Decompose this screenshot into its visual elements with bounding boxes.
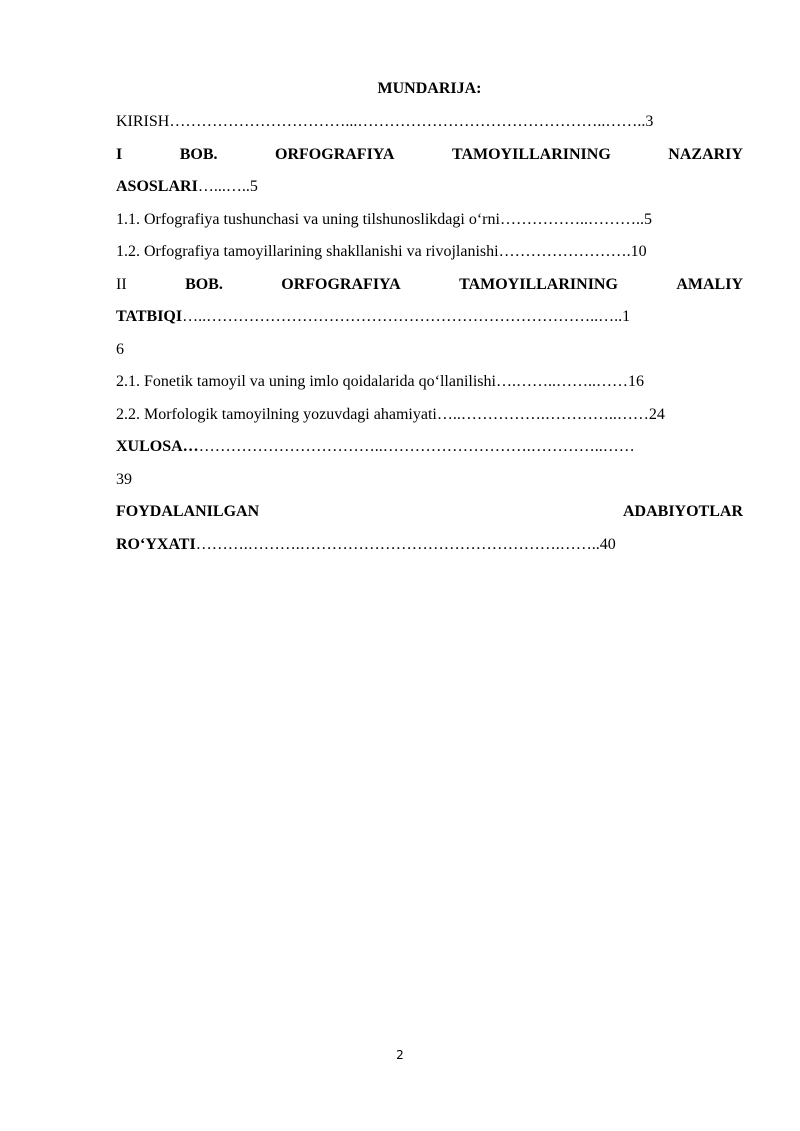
toc-entry-1-2: 1.2. Orfografiya tamoyillarining shakllanishi va rivojlanishi…………………….10 bbox=[116, 243, 647, 260]
toc-entry-bob2-line3: 6 bbox=[116, 340, 124, 358]
toc-word: AMALIY bbox=[676, 275, 743, 293]
toc-word-roman: II bbox=[116, 275, 127, 293]
toc-entry-bob2-line1 bbox=[116, 274, 743, 307]
toc-word: ORFOGRAFIYA bbox=[281, 275, 401, 293]
toc-entry-bob2-title-end: TATBIQI bbox=[116, 308, 183, 325]
toc-entry-bob1-line1 bbox=[116, 144, 743, 177]
toc-entry-foydalanilgan-leader: ……….……….………………………………………….……..40 bbox=[195, 535, 616, 553]
toc-entry-xulosa-page: 39 bbox=[116, 470, 132, 488]
toc-entry-bob1-leader: …...…..5 bbox=[197, 178, 258, 195]
table-of-contents bbox=[116, 78, 743, 566]
toc-word: NAZARIY bbox=[668, 145, 743, 163]
toc-entry-foydalanilgan-title-end: RO‘YXATI bbox=[116, 535, 196, 553]
toc-word: TAMOYILLARINING bbox=[451, 145, 611, 163]
toc-word: TAMOYILLARINING bbox=[459, 275, 618, 293]
toc-word: ORFOGRAFIYA bbox=[275, 145, 395, 163]
toc-entry-foydalanilgan-line2 bbox=[116, 534, 743, 567]
toc-word: BOB. bbox=[179, 145, 218, 163]
toc-entry-xulosa-line1 bbox=[116, 436, 743, 469]
toc-entry-xulosa-title: XULOSA… bbox=[116, 438, 199, 455]
toc-word: I bbox=[116, 145, 123, 163]
page-number: 2 bbox=[396, 1048, 404, 1062]
toc-entry-1-1: 1.1. Orfografiya tushunchasi va uning tilshunoslikdagi o‘rni……………..………..5 bbox=[116, 210, 652, 228]
toc-word: ADABIYOTLAR bbox=[622, 503, 743, 520]
toc-heading: MUNDARIJA: bbox=[377, 80, 482, 97]
toc-word: BOB. bbox=[185, 275, 223, 293]
toc-entry-2-1: 2.1. Fonetik tamoyil va uning imlo qoidalarida qo‘llanilishi….……..……..……16 bbox=[116, 373, 644, 390]
toc-word: FOYDALANILGAN bbox=[116, 503, 260, 520]
toc-entry-kirish: KIRISH……………………………...………………………………………..……..3 bbox=[116, 113, 654, 130]
toc-entry-bob1-title-end: ASOSLARI bbox=[116, 178, 198, 195]
toc-entry-bob2-leader: …..………………………………………………………………..…..1 bbox=[182, 308, 631, 325]
toc-entry-bob2-line2 bbox=[116, 306, 743, 339]
toc-entry-foydalanilgan-line1 bbox=[116, 501, 743, 534]
toc-entry-2-2: 2.2. Morfologik tamoyilning yozuvdagi ahamiyati…..…………….…………..……24 bbox=[116, 405, 665, 423]
toc-entry-bob1-line2 bbox=[116, 176, 743, 209]
toc-entry-xulosa-leader: ……………………………..……………………….…………..…… bbox=[198, 438, 635, 455]
